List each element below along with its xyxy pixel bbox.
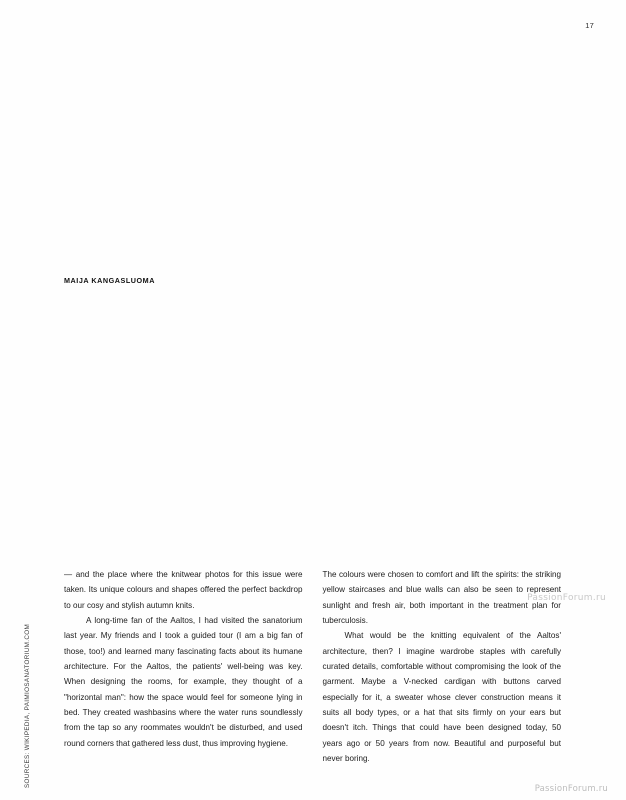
sources-credit: SOURCES: WIKIPEDIA, PAIMIOSANATORIUM.COM — [24, 623, 31, 788]
right-column — [323, 567, 562, 766]
paragraph: — and the place where the knitwear photos for this issue were taken. Its unique colours and shapes offered the perfect backdrop to our cosy and stylish autumn knits. — [64, 570, 303, 610]
paragraph: What would be the knitting equivalent of the Aaltos' architecture, then? I imagine wardrobe staples with carefully curated details, comfortable without compromising the look of the garment. Maybe a V-necked cardigan with buttons carved especially for it, a sweater whose clever construction means it suits all body types, or a hat that sits firmly on your ears but doesn't itch. Things that could have been designed today, 50 years ago or 50 years from now. Beautiful and purposeful but never boring. — [322, 631, 561, 764]
paragraph: A long-time fan of the Aaltos, I had visited the sanatorium last year. My friends and I took a guided tour (I am a big fan of those, too!) and learned many fascinating facts about its humane architecture. For the Aaltos, the patients' well-being was key. When designing the rooms, for example, they thought of a "horizontal man": how the space would feel for someone lying in bed. They created washbasins where the water runs soundlessly from the tap so any roommates wouldn't be disturbed, and used round corners that gathered less dust, thus improving hygiene. — [64, 616, 303, 748]
page-number: 17 — [585, 21, 594, 30]
author-byline: MAIJA KANGASLUOMA — [64, 276, 155, 285]
watermark: PassionForum.ru — [527, 593, 606, 603]
paragraph: The colours were chosen to comfort and lift the spirits: the striking yellow staircases and blue walls can also be seen to represent sunlight and fresh air, both important in the treatment plan for tuberculosis. — [322, 570, 561, 626]
watermark-footer: PassionForum.ru — [534, 784, 608, 794]
left-column — [64, 567, 303, 766]
body-columns — [64, 567, 561, 766]
